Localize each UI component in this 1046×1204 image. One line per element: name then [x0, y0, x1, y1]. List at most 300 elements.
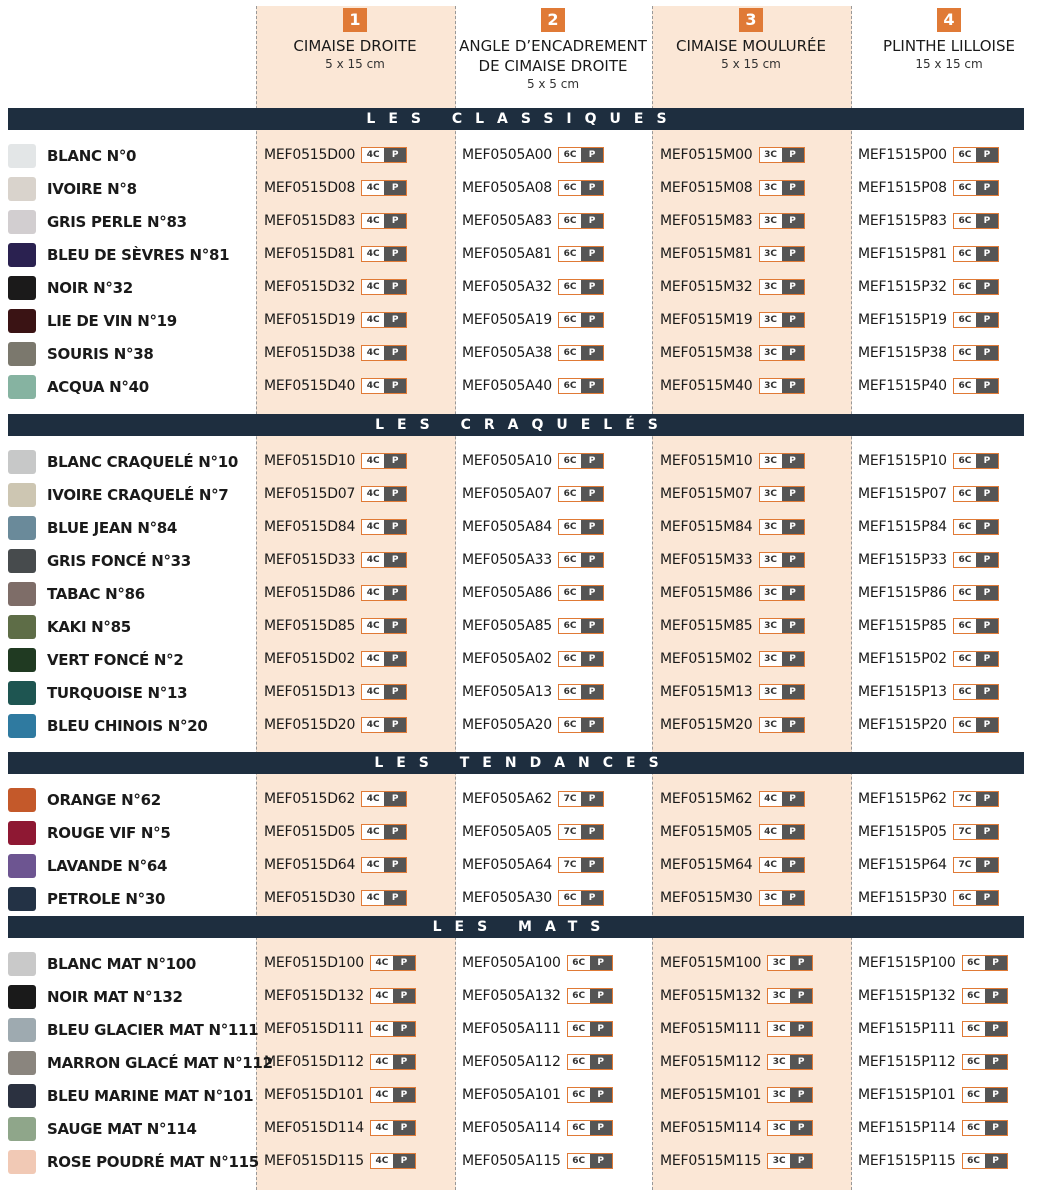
- product-reference-cell: [660, 1021, 813, 1037]
- packaging-badge: [759, 147, 805, 163]
- color-name: KAKI N°85: [47, 618, 131, 636]
- carton-quantity: 4C: [362, 313, 384, 327]
- product-reference-cell: [264, 791, 407, 807]
- package-code: P: [581, 346, 603, 360]
- carton-quantity: 3C: [760, 280, 782, 294]
- product-reference: MEF0505A07: [462, 486, 552, 502]
- packaging-badge: [767, 1021, 813, 1037]
- color-name: NOIR N°32: [47, 279, 133, 297]
- product-reference-cell: [264, 1021, 416, 1037]
- product-reference: MEF1515P13: [858, 684, 947, 700]
- product-reference: MEF0515D33: [264, 552, 356, 568]
- package-code: P: [393, 1055, 415, 1069]
- table-row: [8, 205, 1024, 238]
- product-reference: MEF0505A62: [462, 791, 552, 807]
- packaging-badge: [953, 857, 999, 873]
- product-reference-cell: [660, 312, 805, 328]
- product-reference: MEF1515P10: [858, 453, 947, 469]
- carton-quantity: 4C: [371, 1022, 393, 1036]
- carton-quantity: 6C: [954, 181, 976, 195]
- packaging-badge: [558, 651, 604, 667]
- packaging-badge: [567, 1021, 613, 1037]
- product-reference: MEF1515P132: [858, 988, 956, 1004]
- carton-quantity: 3C: [760, 181, 782, 195]
- carton-quantity: 6C: [954, 214, 976, 228]
- column-title: PLINTHE LILLOISE: [883, 37, 1015, 55]
- color-swatch: [8, 549, 36, 573]
- product-reference: MEF0515D00: [264, 147, 356, 163]
- carton-quantity: 7C: [559, 825, 581, 839]
- package-code: P: [790, 1121, 812, 1135]
- packaging-badge: [759, 213, 805, 229]
- product-reference-cell: [462, 147, 604, 163]
- carton-quantity: 6C: [559, 553, 581, 567]
- color-name: BLEU GLACIER MAT N°111: [47, 1021, 259, 1039]
- product-reference-cell: [660, 857, 805, 873]
- packaging-badge: [953, 684, 999, 700]
- product-reference: MEF1515P114: [858, 1120, 956, 1136]
- carton-quantity: 6C: [954, 553, 976, 567]
- product-reference-cell: [660, 1153, 813, 1169]
- product-reference-cell: [660, 279, 805, 295]
- product-reference: MEF0505A100: [462, 955, 561, 971]
- carton-quantity: 6C: [954, 247, 976, 261]
- packaging-badge: [361, 312, 407, 328]
- package-code: P: [976, 487, 998, 501]
- package-code: P: [782, 379, 804, 393]
- carton-quantity: 6C: [559, 487, 581, 501]
- packaging-badge: [361, 147, 407, 163]
- carton-quantity: 3C: [768, 1022, 790, 1036]
- packaging-badge: [361, 345, 407, 361]
- package-code: P: [384, 379, 406, 393]
- package-code: P: [581, 181, 603, 195]
- product-reference: MEF0515D13: [264, 684, 356, 700]
- package-code: P: [581, 619, 603, 633]
- product-reference-cell: [858, 519, 999, 535]
- color-swatch: [8, 144, 36, 168]
- product-reference: MEF0505A132: [462, 988, 561, 1004]
- product-reference-cell: [660, 1054, 813, 1070]
- product-reference: MEF0515D100: [264, 955, 364, 971]
- packaging-badge: [759, 453, 805, 469]
- carton-quantity: 4C: [371, 956, 393, 970]
- package-code: P: [790, 1022, 812, 1036]
- product-reference: MEF0515D64: [264, 857, 356, 873]
- product-reference-cell: [660, 453, 805, 469]
- column-dimensions: 5 x 15 cm: [721, 57, 781, 71]
- packaging-badge: [370, 1054, 416, 1070]
- product-reference: MEF0515M111: [660, 1021, 762, 1037]
- packaging-badge: [361, 791, 407, 807]
- color-name: ROSE POUDRÉ MAT N°115: [47, 1153, 259, 1171]
- color-name: BLANC CRAQUELÉ N°10: [47, 453, 238, 471]
- package-code: P: [790, 956, 812, 970]
- carton-quantity: 6C: [954, 586, 976, 600]
- column-dimensions: 5 x 5 cm: [526, 77, 580, 91]
- carton-quantity: 7C: [954, 825, 976, 839]
- packaging-badge: [558, 453, 604, 469]
- package-code: P: [790, 989, 812, 1003]
- product-reference-cell: [660, 345, 805, 361]
- package-code: P: [976, 181, 998, 195]
- product-reference-cell: [264, 955, 416, 971]
- packaging-badge: [767, 955, 813, 971]
- product-reference-cell: [858, 312, 999, 328]
- color-swatch: [8, 952, 36, 976]
- product-reference: MEF1515P101: [858, 1087, 956, 1103]
- product-reference-cell: [462, 857, 604, 873]
- packaging-badge: [953, 618, 999, 634]
- carton-quantity: 6C: [963, 1022, 985, 1036]
- package-code: P: [976, 685, 998, 699]
- color-swatch: [8, 854, 36, 878]
- product-reference: MEF0515M81: [660, 246, 753, 262]
- package-code: P: [976, 652, 998, 666]
- product-reference: MEF0515M101: [660, 1087, 762, 1103]
- packaging-badge: [558, 279, 604, 295]
- package-code: P: [782, 181, 804, 195]
- package-code: P: [581, 214, 603, 228]
- product-reference-cell: [264, 378, 407, 394]
- product-reference: MEF0515D114: [264, 1120, 364, 1136]
- product-reference: MEF0505A00: [462, 147, 552, 163]
- package-code: P: [985, 1088, 1007, 1102]
- color-swatch: [8, 276, 36, 300]
- package-code: P: [782, 148, 804, 162]
- product-reference: MEF0515D38: [264, 345, 356, 361]
- package-code: P: [393, 1121, 415, 1135]
- product-reference: MEF0515M62: [660, 791, 753, 807]
- package-code: P: [581, 891, 603, 905]
- section-title: LES MATS: [432, 919, 614, 935]
- package-code: P: [782, 454, 804, 468]
- color-swatch: [8, 210, 36, 234]
- product-reference: MEF0505A83: [462, 213, 552, 229]
- carton-quantity: 3C: [760, 520, 782, 534]
- carton-quantity: 6C: [568, 989, 590, 1003]
- color-swatch: [8, 450, 36, 474]
- color-swatch: [8, 985, 36, 1009]
- product-reference: MEF0515M112: [660, 1054, 762, 1070]
- packaging-badge: [361, 824, 407, 840]
- carton-quantity: 6C: [954, 520, 976, 534]
- table-row: [8, 709, 1024, 742]
- product-reference: MEF0515M32: [660, 279, 753, 295]
- packaging-badge: [759, 345, 805, 361]
- carton-quantity: 6C: [954, 718, 976, 732]
- table-row: [8, 511, 1024, 544]
- product-reference-cell: [858, 824, 999, 840]
- packaging-badge: [759, 378, 805, 394]
- package-code: P: [581, 454, 603, 468]
- carton-quantity: 6C: [954, 619, 976, 633]
- product-reference-cell: [462, 890, 604, 906]
- product-reference-cell: [858, 453, 999, 469]
- package-code: P: [976, 454, 998, 468]
- table-row: [8, 1112, 1024, 1145]
- carton-quantity: 6C: [559, 148, 581, 162]
- package-code: P: [976, 553, 998, 567]
- carton-quantity: 3C: [768, 1154, 790, 1168]
- package-code: P: [581, 792, 603, 806]
- package-code: P: [393, 1022, 415, 1036]
- product-reference: MEF0515D10: [264, 453, 356, 469]
- product-reference-cell: [660, 791, 805, 807]
- product-reference: MEF0515D132: [264, 988, 364, 1004]
- package-code: P: [384, 487, 406, 501]
- carton-quantity: 6C: [559, 379, 581, 393]
- carton-quantity: 3C: [760, 553, 782, 567]
- product-reference: MEF1515P32: [858, 279, 947, 295]
- packaging-badge: [953, 345, 999, 361]
- product-reference-cell: [858, 618, 999, 634]
- color-name: LAVANDE N°64: [47, 857, 168, 875]
- carton-quantity: 4C: [362, 685, 384, 699]
- package-code: P: [384, 214, 406, 228]
- product-reference: MEF0505A111: [462, 1021, 561, 1037]
- product-reference: MEF1515P00: [858, 147, 947, 163]
- product-reference: MEF0505A115: [462, 1153, 561, 1169]
- product-reference-cell: [462, 1153, 613, 1169]
- packaging-badge: [759, 684, 805, 700]
- product-reference-cell: [858, 213, 999, 229]
- product-reference: MEF0515D85: [264, 618, 356, 634]
- product-reference-cell: [858, 246, 999, 262]
- packaging-badge: [953, 890, 999, 906]
- package-code: P: [985, 989, 1007, 1003]
- packaging-badge: [567, 988, 613, 1004]
- carton-quantity: 4C: [362, 181, 384, 195]
- product-reference: MEF0505A86: [462, 585, 552, 601]
- carton-quantity: 3C: [760, 891, 782, 905]
- product-reference-cell: [462, 312, 604, 328]
- column-header-1: [256, 6, 454, 72]
- product-reference: MEF0505A19: [462, 312, 552, 328]
- product-reference-cell: [264, 890, 407, 906]
- package-code: P: [581, 586, 603, 600]
- product-reference: MEF1515P84: [858, 519, 947, 535]
- packaging-badge: [361, 684, 407, 700]
- package-code: P: [782, 858, 804, 872]
- packaging-badge: [361, 246, 407, 262]
- column-title: ANGLE D’ENCADREMENT DE CIMAISE DROITE: [459, 37, 647, 75]
- product-reference-cell: [264, 1087, 416, 1103]
- table-row: [8, 643, 1024, 676]
- product-reference: MEF0515M83: [660, 213, 753, 229]
- carton-quantity: 6C: [559, 181, 581, 195]
- product-reference-cell: [264, 988, 416, 1004]
- packaging-badge: [953, 180, 999, 196]
- product-reference-cell: [462, 345, 604, 361]
- package-code: P: [384, 891, 406, 905]
- package-code: P: [581, 858, 603, 872]
- packaging-badge: [558, 585, 604, 601]
- color-swatch: [8, 375, 36, 399]
- color-name: BLEU DE SÈVRES N°81: [47, 246, 230, 264]
- product-reference-cell: [264, 312, 407, 328]
- product-reference: MEF1515P86: [858, 585, 947, 601]
- product-reference-cell: [660, 824, 805, 840]
- color-name: BLANC MAT N°100: [47, 955, 197, 973]
- product-reference: MEF0515M64: [660, 857, 753, 873]
- product-reference-cell: [462, 1054, 613, 1070]
- packaging-badge: [558, 791, 604, 807]
- packaging-badge: [558, 824, 604, 840]
- package-code: P: [985, 1022, 1007, 1036]
- product-reference: MEF0515M33: [660, 552, 753, 568]
- product-reference-cell: [660, 378, 805, 394]
- packaging-badge: [558, 618, 604, 634]
- carton-quantity: 7C: [559, 858, 581, 872]
- product-reference: MEF0505A40: [462, 378, 552, 394]
- table-row: [8, 676, 1024, 709]
- product-reference-cell: [264, 246, 407, 262]
- package-code: P: [976, 718, 998, 732]
- packaging-badge: [953, 378, 999, 394]
- packaging-badge: [759, 585, 805, 601]
- color-swatch: [8, 582, 36, 606]
- product-reference: MEF0505A81: [462, 246, 552, 262]
- product-reference-cell: [660, 213, 805, 229]
- package-code: P: [581, 652, 603, 666]
- carton-quantity: 6C: [559, 586, 581, 600]
- package-code: P: [790, 1154, 812, 1168]
- table-row: [8, 1079, 1024, 1112]
- product-reference: MEF1515P83: [858, 213, 947, 229]
- carton-quantity: 6C: [568, 1055, 590, 1069]
- carton-quantity: 3C: [760, 652, 782, 666]
- carton-quantity: 4C: [362, 553, 384, 567]
- color-name: NOIR MAT N°132: [47, 988, 183, 1006]
- table-row: [8, 816, 1024, 849]
- color-name: IVOIRE CRAQUELÉ N°7: [47, 486, 229, 504]
- product-reference: MEF0515D115: [264, 1153, 364, 1169]
- packaging-badge: [558, 857, 604, 873]
- product-reference-cell: [660, 246, 805, 262]
- package-code: P: [384, 718, 406, 732]
- product-reference-cell: [858, 1021, 1008, 1037]
- packaging-badge: [953, 213, 999, 229]
- package-code: P: [976, 825, 998, 839]
- product-reference: MEF1515P112: [858, 1054, 956, 1070]
- product-reference-cell: [462, 246, 604, 262]
- column-title: CIMAISE MOULURÉE: [676, 37, 826, 55]
- table-row: [8, 610, 1024, 643]
- carton-quantity: 6C: [559, 891, 581, 905]
- table-row: [8, 1046, 1024, 1079]
- product-reference-cell: [660, 955, 813, 971]
- packaging-badge: [962, 1120, 1008, 1136]
- product-reference: MEF0515D112: [264, 1054, 364, 1070]
- carton-quantity: 6C: [568, 956, 590, 970]
- packaging-badge: [767, 988, 813, 1004]
- product-reference-cell: [462, 651, 604, 667]
- carton-quantity: 3C: [760, 379, 782, 393]
- color-name: MARRON GLACÉ MAT N°112: [47, 1054, 273, 1072]
- packaging-badge: [361, 180, 407, 196]
- product-reference: MEF0515D30: [264, 890, 356, 906]
- product-reference: MEF0515D62: [264, 791, 356, 807]
- table-row: [8, 304, 1024, 337]
- package-code: P: [782, 313, 804, 327]
- product-reference: MEF0515M40: [660, 378, 753, 394]
- carton-quantity: 6C: [954, 280, 976, 294]
- packaging-badge: [759, 519, 805, 535]
- product-reference-cell: [858, 717, 999, 733]
- carton-quantity: 4C: [362, 148, 384, 162]
- packaging-badge: [953, 147, 999, 163]
- table-row: [8, 238, 1024, 271]
- carton-quantity: 4C: [362, 247, 384, 261]
- product-reference-cell: [462, 824, 604, 840]
- package-code: P: [976, 792, 998, 806]
- product-reference-cell: [264, 1054, 416, 1070]
- color-name: GRIS FONCÉ N°33: [47, 552, 191, 570]
- product-reference: MEF0515M115: [660, 1153, 762, 1169]
- product-reference: MEF0515D08: [264, 180, 356, 196]
- packaging-badge: [361, 585, 407, 601]
- packaging-badge: [361, 279, 407, 295]
- packaging-badge: [361, 552, 407, 568]
- section-header: [8, 414, 1024, 436]
- package-code: P: [384, 454, 406, 468]
- product-reference-cell: [858, 1153, 1008, 1169]
- product-reference: MEF0515M20: [660, 717, 753, 733]
- packaging-badge: [962, 1087, 1008, 1103]
- product-reference-cell: [858, 1087, 1008, 1103]
- product-reference: MEF1515P19: [858, 312, 947, 328]
- carton-quantity: 4C: [371, 1121, 393, 1135]
- package-code: P: [782, 346, 804, 360]
- package-code: P: [782, 825, 804, 839]
- product-reference: MEF1515P62: [858, 791, 947, 807]
- carton-quantity: 4C: [760, 792, 782, 806]
- packaging-badge: [558, 312, 604, 328]
- product-reference-cell: [462, 988, 613, 1004]
- color-name: SAUGE MAT N°114: [47, 1120, 197, 1138]
- carton-quantity: 3C: [760, 619, 782, 633]
- product-reference: MEF0515D19: [264, 312, 356, 328]
- package-code: P: [393, 956, 415, 970]
- product-reference-cell: [858, 1120, 1008, 1136]
- table-row: [8, 783, 1024, 816]
- product-reference: MEF0515D05: [264, 824, 356, 840]
- product-reference-cell: [462, 618, 604, 634]
- carton-quantity: 6C: [559, 454, 581, 468]
- packaging-badge: [953, 486, 999, 502]
- carton-quantity: 4C: [362, 520, 384, 534]
- product-reference-cell: [858, 345, 999, 361]
- carton-quantity: 6C: [963, 1088, 985, 1102]
- product-reference-cell: [264, 1153, 416, 1169]
- carton-quantity: 6C: [954, 487, 976, 501]
- packaging-badge: [370, 1021, 416, 1037]
- packaging-badge: [361, 213, 407, 229]
- packaging-badge: [558, 378, 604, 394]
- carton-quantity: 6C: [568, 1088, 590, 1102]
- packaging-badge: [953, 552, 999, 568]
- packaging-badge: [361, 857, 407, 873]
- packaging-badge: [370, 1120, 416, 1136]
- carton-quantity: 6C: [963, 1055, 985, 1069]
- carton-quantity: 4C: [362, 891, 384, 905]
- carton-quantity: 3C: [768, 1055, 790, 1069]
- product-reference-cell: [462, 1021, 613, 1037]
- color-swatch: [8, 615, 36, 639]
- product-reference: MEF0515D111: [264, 1021, 364, 1037]
- package-code: P: [590, 989, 612, 1003]
